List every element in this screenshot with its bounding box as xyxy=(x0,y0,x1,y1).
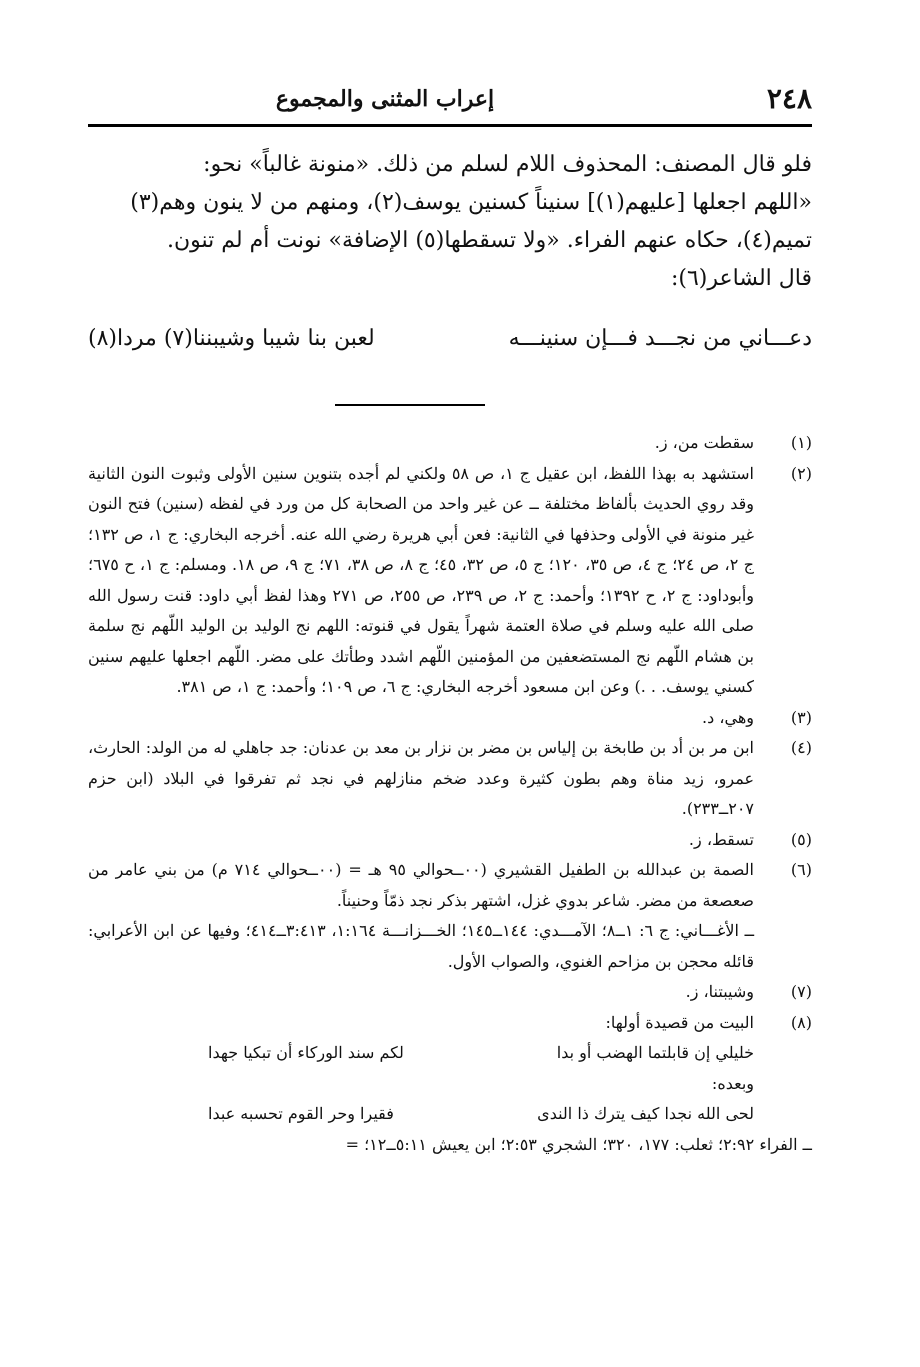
footnote-number: (٥) xyxy=(790,829,812,849)
footnote-text: الصمة بن عبدالله بن الطفيل القشيري (٠٠ــحوالي ٩٥ هـ = (٠٠ــحوالي ٧١٤ م) من بني عامر من صعصعة من مضر. شاعر بدوي غزل، اشتهر بذكر نجد ذمّاً وحنيناً. xyxy=(88,860,754,910)
footnote-divider xyxy=(335,404,485,406)
footnote-number: (٨) xyxy=(790,1012,812,1032)
footnote-text: ــ الفراء ٢:٩٢؛ ثعلب: ١٧٧، ٣٢٠؛ الشجري ٢:٥٣؛ ابن يعيش ٥:١١ــ١٢؛ = xyxy=(345,1134,812,1154)
poetry-verse xyxy=(88,326,812,366)
footnote-text: وشيبتنا، ز. xyxy=(685,982,754,1001)
verse-first-hemistich: خليلي إن قابلتما الهضب أو بدا xyxy=(556,1043,754,1062)
footnote-1 xyxy=(88,428,812,459)
footnote-number: (٤) xyxy=(790,738,812,757)
footnote-verse-1 xyxy=(88,1038,754,1069)
footnote-number: (٧) xyxy=(790,982,812,1001)
footnote-label: وبعده: xyxy=(711,1073,754,1093)
main-text xyxy=(88,146,812,298)
running-title: إعراب المثنى والمجموع xyxy=(275,86,495,112)
footnote-text: ــ الأغـــاني: ج ٦: ١ــ٨؛ الآمـــدي: ١٤٤ــ١٤٥؛ الخـــزانـــة ١:١٦٤، ٣:٤١٣ــ٤١٤؛ وفيها عن ابن الأعرابي: قائله محجن بن مزاحم الغنوي، والصواب الأول. xyxy=(88,921,755,971)
verse-second-hemistich: لكم سند الوركاء أن تبكيا جهدا xyxy=(208,1043,404,1062)
footnote-text: استشهد به بهذا اللفظ، ابن عقيل ج ١، ص ٥٨ ولكني لم أجده بتنوين سنين الأولى وثبوت النون الثانية وقد روي الحديث بألفاظ مختلفة ــ عن غير واحد من الصحابة كل من ورد في لفظه (سنين) فتح النون غير منونة في الأولى وحذفها في الثانية: فعن أبي هريرة رضي الله عنه. أخرجه البخاري: ج ١، ص ١٣٢؛ ج ٢، ص ٢٤؛ ج ٤، ص ٣٥، ١٢٠؛ ج ٥، ص ٣٢، ٤٥؛ ج ٨، ص ٣٨، ٧١؛ ج ٩، ص ١٨. ومسلم: ج ١، ح ٦٧٥؛ وأبوداود: ج ٢، ح ١٣٩٢؛ وأحمد: ج ٢، ص ٢٣٩، ص ٢٥٥، ص ٢٧١ وهذا لفظ أبي داود: قنت رسول الله صلى الله عليه وسلم في صلاة العتمة شهراً يقول في قنوته: اللهم نج الوليد بن الوليد اللّهم نج سلمة بن هشام اللّهم نج المستضعفين من المؤمنين اللّهم اشدد وطأتك على مضر. اللّهم اجعلها عليهم سنين كسني يوسف. . .) وعن ابن مسعود أخرجه البخاري: ج ٦، ص ١٠٩؛ وأحمد: ج ١، ص ٣٨١. xyxy=(88,463,755,696)
footnote-number: (٦) xyxy=(790,860,812,879)
footnote-number: (٢) xyxy=(790,463,812,483)
header-divider xyxy=(88,124,812,127)
footnote-text: وهي، د. xyxy=(702,707,754,727)
page-number: ٢٤٨ xyxy=(766,82,812,115)
footnote-number: (٣) xyxy=(790,707,812,727)
main-line-1: فلو قال المصنف: المحذوف اللام لسلم من ذلك. «منونة غالباً» نحو: xyxy=(203,152,812,177)
footnote-text: سقطت من، ز. xyxy=(654,433,754,452)
footnote-3 xyxy=(88,703,812,734)
main-line-2: «اللهم اجعلها [عليهم(١)] سنيناً كسنين يوسف(٢)، ومنهم من لا ينون وهم(٣) xyxy=(130,190,812,215)
footnote-text: ابن مر بن أد بن طابخة بن إلياس بن مضر بن نزار بن معد بن عدنان: جد جاهلي له من الولد: الحارث، عمرو، زيد مناة وهم بطون كثيرة وعدد ضخم منازلهم في نجد ثم تفرقوا في البلاد (ابن حزم ٢٠٧ــ٢٣٣). xyxy=(88,738,754,818)
footnotes xyxy=(88,428,812,1160)
page-header xyxy=(88,80,812,124)
footnote-8-sources xyxy=(88,1130,812,1161)
footnote-text: تسقط، ز. xyxy=(688,829,754,849)
verse-second-hemistich: فقيرا وحر القوم تحسبه عبدا xyxy=(208,1104,394,1123)
footnote-5 xyxy=(88,825,812,856)
footnote-4 xyxy=(88,733,812,825)
footnote-text: البيت من قصيدة أولها: xyxy=(605,1012,754,1032)
verse-second-hemistich: لعبن بنا شيبا وشيبننا(٧) مردا(٨) xyxy=(88,326,375,351)
footnote-6-sources xyxy=(88,916,812,977)
footnote-2 xyxy=(88,459,812,703)
verse-first-hemistich: دعـــاني من نجـــد فـــإن سنينـــه xyxy=(508,326,812,351)
footnote-number: (١) xyxy=(790,433,812,452)
footnote-8 xyxy=(88,1008,812,1130)
main-line-4: قال الشاعر(٦): xyxy=(670,266,812,291)
footnote-6 xyxy=(88,855,812,916)
footnote-verse-2 xyxy=(88,1099,754,1130)
footnote-7 xyxy=(88,977,812,1008)
main-line-3: تميم(٤)، حكاه عنهم الفراء. «ولا تسقطها(٥) الإضافة» نونت أم لم تنون. xyxy=(166,228,812,253)
verse-first-hemistich: لحى الله نجدا كيف يترك ذا الندى xyxy=(537,1104,754,1123)
